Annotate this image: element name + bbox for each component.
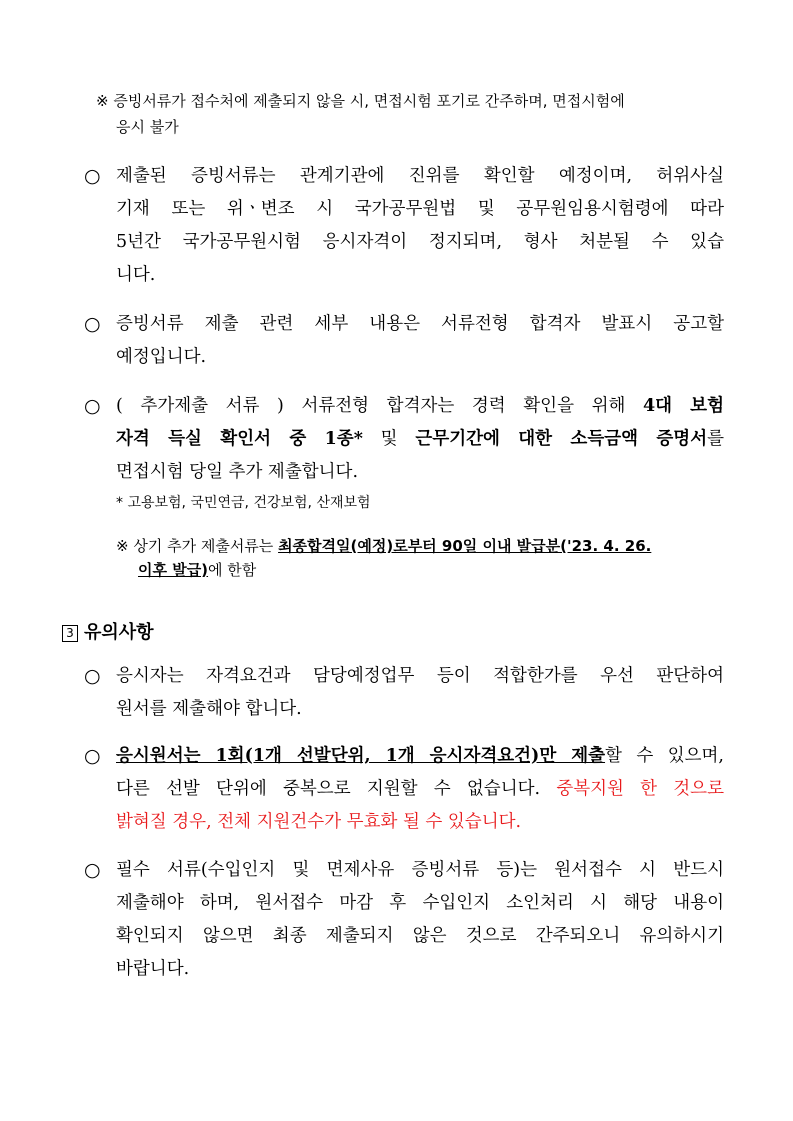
caution-qualification (84, 660, 724, 726)
caution-required-documents (84, 854, 724, 986)
top-note-line-1: ※ 증빙서류가 접수처에 제출되지 않을 시, 면접시험 포기로 간주하며, 면접시험에 (96, 92, 625, 110)
item-line (116, 390, 724, 423)
bullet-circle-icon: ○ (84, 859, 101, 881)
item-line (116, 423, 724, 456)
bullet-circle-icon: ○ (84, 665, 101, 687)
section-heading (62, 620, 154, 646)
item-line: 응시자는 자격요건과 담당예정업무 등이 적합한가를 우선 판단하여 (116, 666, 724, 686)
note-text-bold: 이후 발급) (138, 561, 209, 579)
item-line: 필수 서류(수입인지 및 면제사유 증빙서류 등)는 원서접수 시 반드시 (116, 860, 724, 880)
item-line: 확인되지 않으면 최종 제출되지 않은 것으로 간주되오니 유의하시기 (116, 926, 724, 946)
bullet-circle-icon: ○ (84, 313, 101, 335)
text-run: 다른 선발 단위에 중복으로 지원할 수 없습니다. (116, 779, 557, 799)
note-text: ※ 상기 추가 제출서류는 (116, 537, 279, 555)
text-run-red: 중복지원 한 것으로 (556, 779, 724, 799)
text-run: 를 (707, 429, 725, 449)
insurance-footnote: * 고용보험, 국민연금, 건강보험, 산재보험 (116, 495, 371, 511)
item-line: 밝혀질 경우, 전체 지원건수가 무효화 될 수 있습니다. (116, 812, 522, 832)
item-line: 니다. (116, 265, 156, 285)
item-line: 예정입니다. (116, 347, 207, 367)
top-note-line-2: 응시 불가 (116, 118, 179, 136)
item-line (116, 740, 724, 773)
item-line: 증빙서류 제출 관련 세부 내용은 서류전형 합격자 발표시 공고할 (116, 314, 724, 334)
item-line: 기재 또는 위ㆍ변조 시 국가공무원법 및 공무원임용시험령에 따라 (116, 199, 724, 219)
top-note (96, 88, 726, 140)
text-run-bold: 응시원서는 1회(1개 선발단위, 1개 응시자격요건)만 제출 (116, 746, 606, 766)
bullet-circle-icon: ○ (84, 745, 101, 767)
item-line (116, 773, 724, 806)
item-line: 면접시험 당일 추가 제출합니다. (116, 462, 359, 482)
text-run-bold: 4대 보험 (642, 396, 724, 416)
text-run: 및 (362, 429, 416, 449)
text-run-bold: 근무기간에 대한 소득금액 증명서 (415, 429, 708, 449)
item-line: 5년간 국가공무원시험 응시자격이 정지되며, 형사 처분될 수 있습 (116, 232, 724, 252)
text-run: ( 추가제출 서류 ) 서류전형 합격자는 경력 확인을 위해 (116, 396, 643, 416)
note-text: 에 한함 (208, 561, 257, 579)
additional-documents-note (116, 534, 716, 582)
bullet-circle-icon: ○ (84, 165, 101, 187)
note-text-bold: 최종합격일(예정)로부터 90일 이내 발급분('23. 4. 26. (278, 537, 652, 555)
item-submission-details (84, 308, 724, 374)
item-evidence-verification (84, 160, 724, 292)
item-additional-documents (84, 390, 724, 489)
text-run: 할 수 있으며, (605, 746, 724, 766)
text-run-bold: 자격 득실 확인서 중 1종* (116, 429, 363, 449)
item-line: 제출된 증빙서류는 관계기관에 진위를 확인할 예정이며, 허위사실 (116, 166, 724, 186)
item-line: 원서를 제출해야 합니다. (116, 699, 302, 719)
item-line: 제출해야 하며, 원서접수 마감 후 수입인지 소인처리 시 해당 내용이 (116, 893, 724, 913)
caution-single-application (84, 740, 724, 839)
section-title: 유의사항 (84, 622, 154, 643)
bullet-circle-icon: ○ (84, 395, 101, 417)
section-number-box: 3 (62, 625, 78, 642)
item-line: 바랍니다. (116, 959, 190, 979)
